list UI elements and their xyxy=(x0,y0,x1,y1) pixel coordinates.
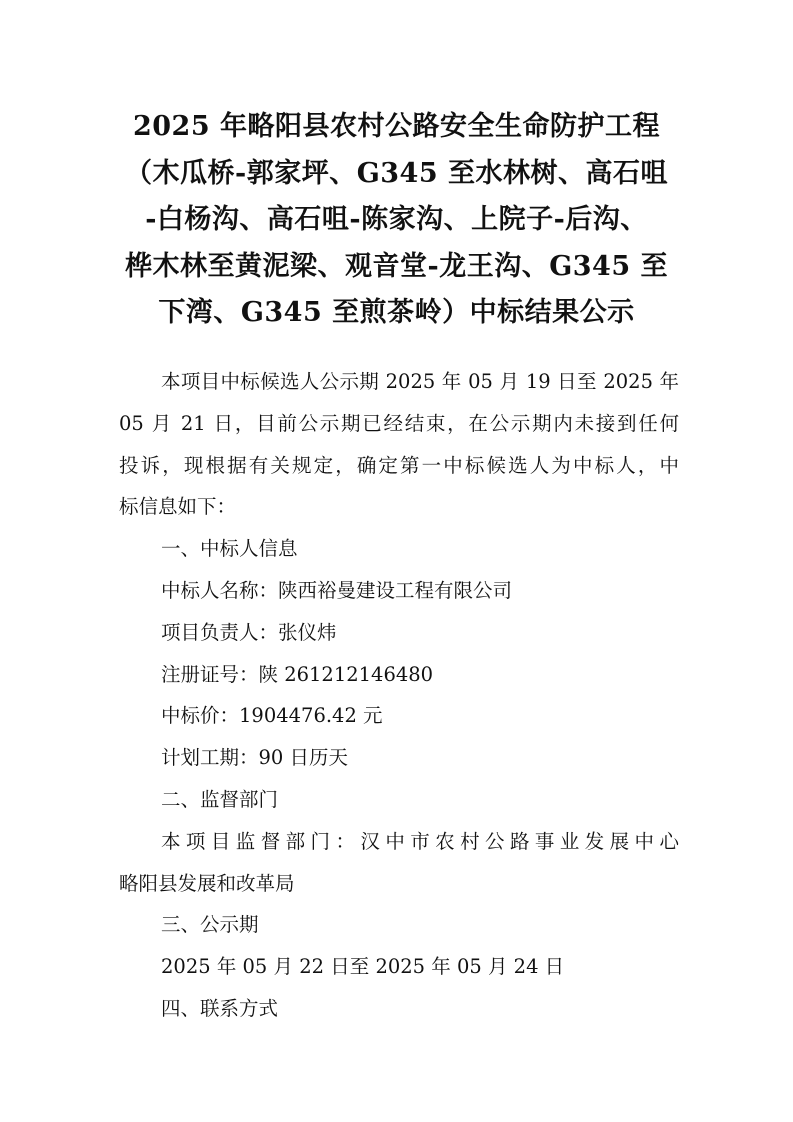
registration-number: 注册证号：陕 261212146480 xyxy=(161,662,434,686)
title-line: 桦木林至黄泥梁、观音堂-龙王沟、G345 至 xyxy=(124,250,669,282)
section-heading-winner: 一、中标人信息 xyxy=(161,537,298,561)
title-line: （木瓜桥-郭家坪、G345 至水林树、高石咀 xyxy=(124,157,669,189)
section-heading-contact: 四、联系方式 xyxy=(161,996,279,1020)
intro-line: 投诉，现根据有关规定，确定第一中标候选人为中标人，中 xyxy=(119,453,679,477)
supervision-line: 本项目监督部门：汉中市农村公路事业发展中心 xyxy=(161,829,679,853)
intro-line: 标信息如下： xyxy=(119,495,237,519)
supervision-line: 略阳县发展和改革局 xyxy=(119,871,295,895)
title-line: -白杨沟、高石咀-陈家沟、上院子-后沟、 xyxy=(145,204,648,235)
project-manager: 项目负责人：张仪炜 xyxy=(161,620,337,644)
intro-line: 05 月 21 日，目前公示期已经结束，在公示期内未接到任何 xyxy=(119,411,679,435)
section-heading-period: 三、公示期 xyxy=(161,913,259,937)
intro-line: 本项目中标候选人公示期 2025 年 05 月 19 日至 2025 年 xyxy=(161,370,679,393)
winner-name: 中标人名称：陕西裕曼建设工程有限公司 xyxy=(161,578,513,602)
planned-duration: 计划工期：90 日历天 xyxy=(161,746,349,770)
section-heading-supervision: 二、监督部门 xyxy=(161,787,279,811)
title-line: 下湾、G345 至煎茶岭）中标结果公示 xyxy=(158,297,635,328)
document-title xyxy=(108,104,685,337)
title-line: 2025 年略阳县农村公路安全生命防护工程 xyxy=(132,111,661,142)
publicity-period: 2025 年 05 月 22 日至 2025 年 05 月 24 日 xyxy=(161,955,565,979)
document-body xyxy=(119,361,679,1030)
bid-price: 中标价：1904476.42 元 xyxy=(161,704,383,728)
